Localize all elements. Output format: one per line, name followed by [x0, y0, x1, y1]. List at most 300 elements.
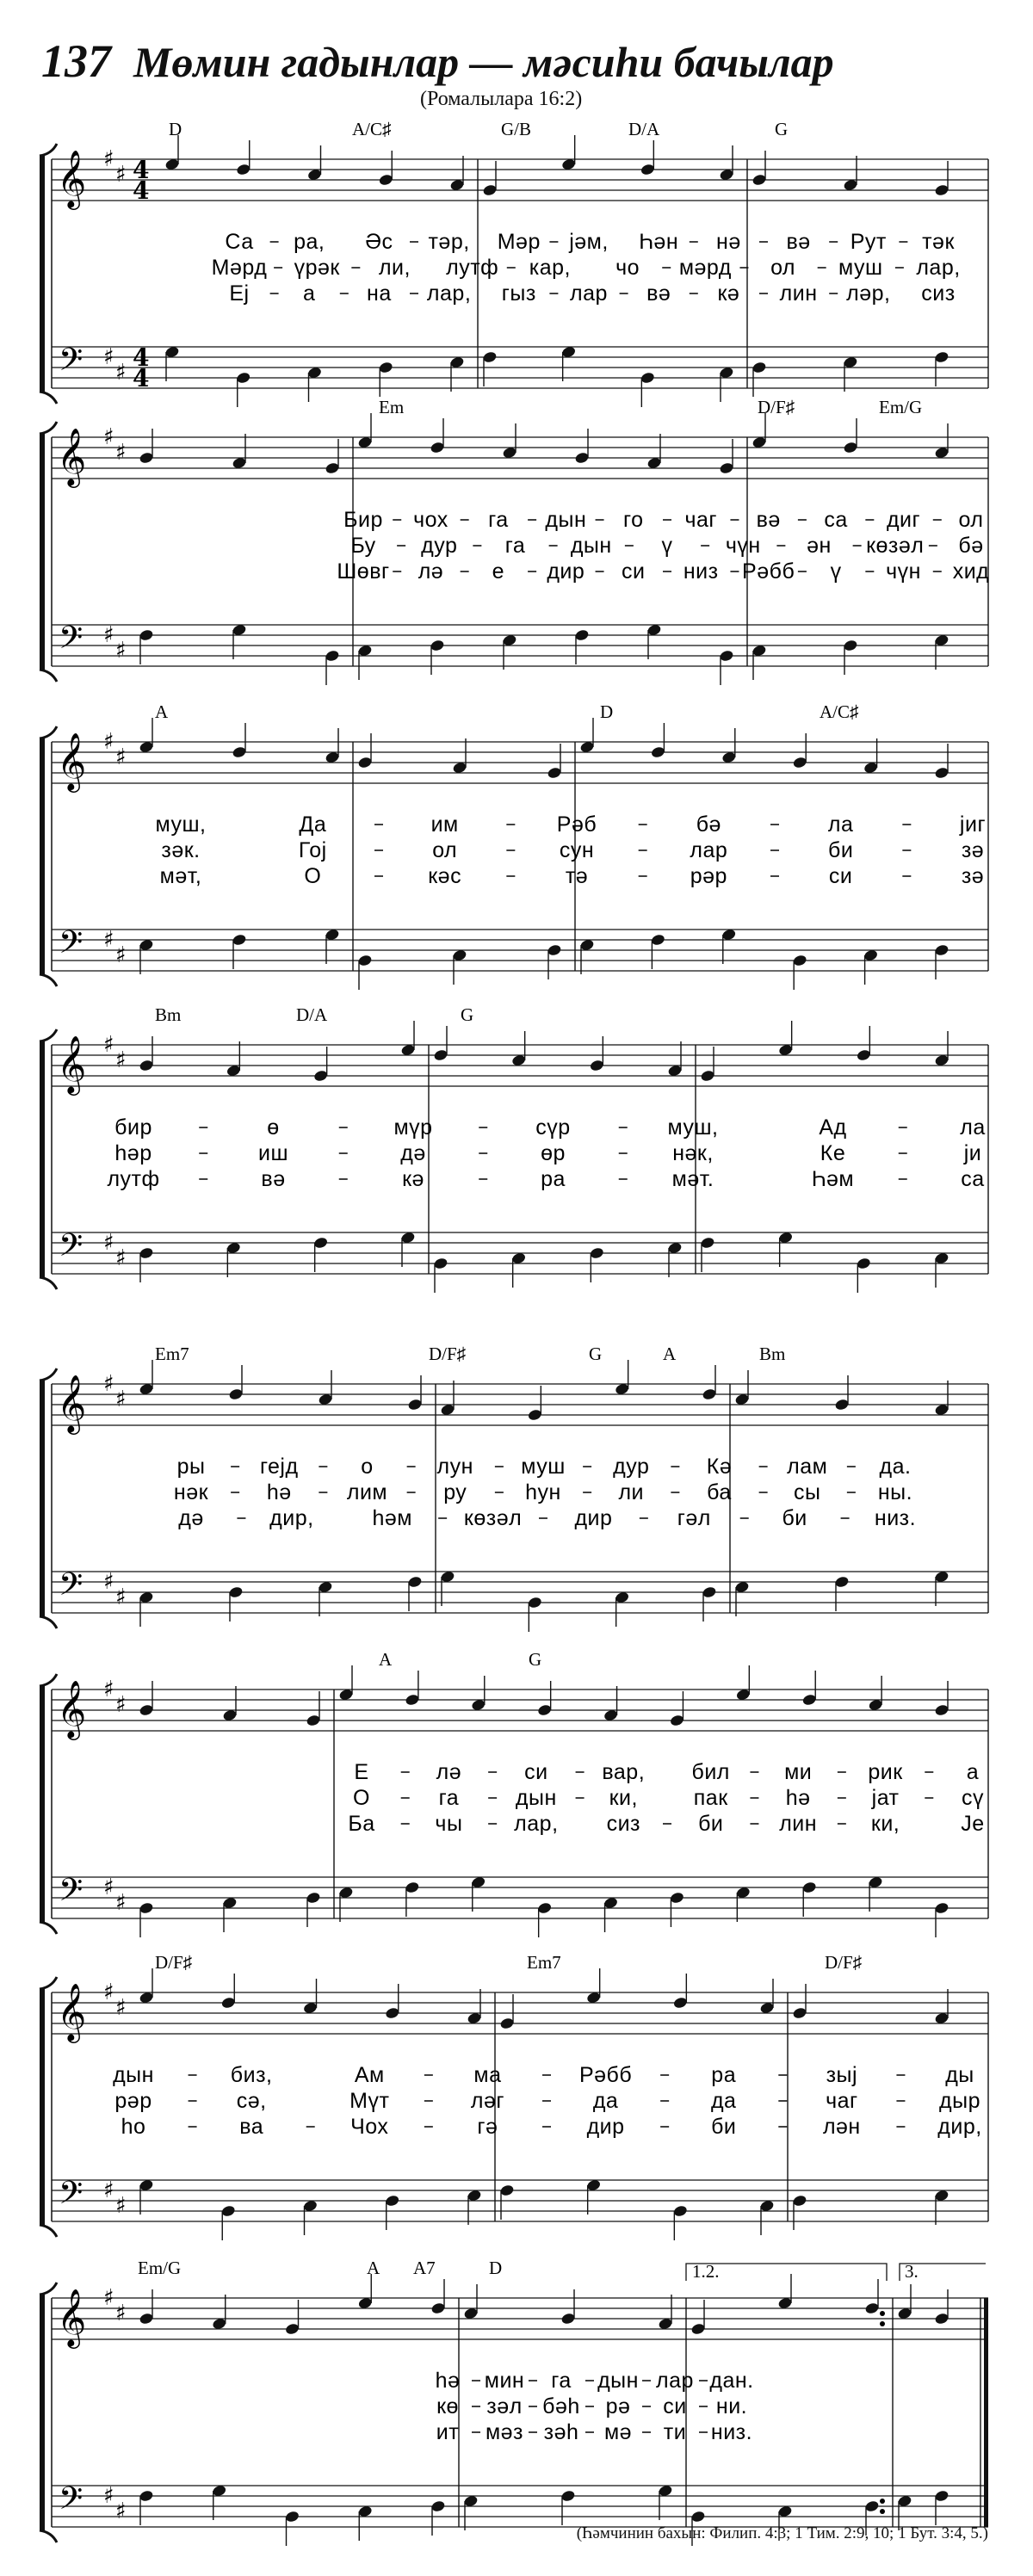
lyric-syllable: сү: [962, 1786, 984, 1810]
lyric-syllable: чы: [435, 1812, 463, 1836]
bass-key-sharp: ♯: [115, 942, 127, 968]
lyric-syllable: Рут: [850, 230, 887, 254]
lyric-syllable: зә: [961, 864, 985, 888]
lyric-line-verse-2: [161, 838, 984, 862]
lyric-syllable: Је: [961, 1812, 985, 1836]
lyric-syllable: им: [430, 812, 459, 837]
chord-symbol: A/C♯: [352, 119, 392, 139]
lyric-syllable: вә: [756, 508, 781, 532]
bass-note: [690, 2510, 706, 2523]
lyric-line-verse-1: [343, 508, 983, 532]
bass-clef: 𝄢: [59, 2480, 84, 2524]
lyric-line-verse-1: [225, 230, 955, 254]
system-bracket: [40, 434, 45, 670]
lyric-syllable: сүр: [535, 1115, 571, 1140]
treble-clef: 𝄞: [57, 149, 87, 207]
treble-note: [864, 2301, 880, 2314]
chord-symbol: D/A: [628, 119, 660, 139]
lyric-syllable: Мәрд: [211, 256, 268, 280]
bass-key-sharp: ♯: [103, 1875, 114, 1900]
lyric-line-verse-3: [178, 1506, 916, 1530]
lyric-syllable: кәс: [428, 864, 462, 888]
treble-note: [719, 461, 734, 474]
lyric-syllable: дур: [421, 534, 458, 558]
bracket-curl: [40, 2530, 57, 2542]
lyric-line-verse-3: [436, 2420, 752, 2444]
bracket-curl: [40, 974, 57, 986]
lyric-syllable: дын: [515, 1786, 557, 1810]
lyric-syllable: ли,: [378, 256, 411, 280]
lyric-syllable: лән: [822, 2115, 861, 2139]
lyric-syllable: көзәл: [866, 534, 925, 558]
lyric-syllable: муш,: [155, 812, 207, 837]
bass-key-sharp: ♯: [115, 2499, 127, 2524]
bracket-curl: [40, 1277, 57, 1289]
lyric-syllable: ән: [807, 534, 832, 558]
lyric-syllable: ү: [661, 534, 673, 558]
lyric-syllable: гә: [477, 2115, 498, 2139]
treble-note: [650, 745, 665, 758]
lyric-syllable: нә: [716, 230, 741, 254]
treble-note: [672, 1996, 688, 2009]
lyric-syllable: вә: [261, 1167, 286, 1191]
bass-key-sharp: ♯: [115, 1585, 127, 1610]
chord-symbol: A/C♯: [820, 701, 859, 722]
volta-brackets: [686, 2261, 986, 2282]
lyric-syllable: һә: [435, 2369, 461, 2393]
lyric-line-verse-1: [177, 1455, 912, 1479]
treble-key-sharp: ♯: [115, 744, 127, 770]
lyric-syllable: мәт,: [159, 864, 202, 888]
treble-key-sharp: ♯: [115, 162, 127, 188]
lyric-syllable: О: [304, 864, 322, 888]
treble-note: [499, 2017, 515, 2029]
bass-key-sharp: ♯: [115, 1245, 127, 1271]
time-signature-digit: 4: [133, 364, 150, 392]
lyric-syllable: муш: [838, 256, 883, 280]
system-4: [40, 1004, 988, 1293]
chord-symbol: Em/G: [138, 2258, 182, 2278]
chord-symbol: D/F♯: [155, 1952, 193, 1973]
system-7: [40, 1952, 988, 2240]
bass-note: [934, 2489, 949, 2502]
treble-note: [228, 1387, 244, 1400]
system-bracket: [40, 2295, 45, 2530]
bass-note: [405, 1881, 420, 1893]
lyric-syllable: са: [961, 1167, 985, 1191]
treble-note: [433, 1048, 448, 1061]
treble-key-sharp: ♯: [103, 146, 114, 172]
lyric-syllable: бир: [114, 1115, 152, 1140]
treble-key-sharp: ♯: [103, 1677, 114, 1702]
bass-note: [934, 943, 949, 956]
treble-clef: 𝄞: [57, 1982, 87, 2041]
bass-key-sharp: ♯: [115, 638, 127, 664]
lyric-line-verse-3: [121, 2115, 982, 2139]
lyric-syllable: дын: [545, 508, 587, 532]
lyric-syllable: лим: [346, 1480, 388, 1504]
system-8: [40, 2258, 988, 2546]
treble-key-sharp: ♯: [103, 1980, 114, 2005]
lyric-syllable: сә,: [236, 2089, 267, 2113]
treble-note: [934, 1703, 949, 1716]
bass-note: [801, 1881, 817, 1893]
treble-note: [139, 451, 154, 464]
lyric-syllable: чүн: [725, 534, 761, 558]
treble-note: [792, 756, 807, 769]
treble-key-sharp: ♯: [103, 2285, 114, 2311]
treble-key-sharp: ♯: [103, 729, 114, 755]
treble-note: [934, 183, 949, 196]
lyric-syllable: ләг: [470, 2089, 504, 2113]
treble-key-sharp: ♯: [115, 1387, 127, 1412]
lyric-syllable: дир: [547, 559, 585, 584]
bass-key-sharp: ♯: [103, 2178, 114, 2203]
lyric-syllable: дә: [400, 1141, 426, 1165]
system-1: [40, 119, 988, 407]
volta-3-label: 3.: [905, 2261, 919, 2282]
final-barline-thick: [984, 2298, 988, 2527]
lyric-syllable: јәм,: [569, 230, 609, 254]
chord-symbol: D: [489, 2258, 503, 2278]
lyric-syllable: Са: [225, 230, 254, 254]
treble-note: [792, 2006, 807, 2019]
chord-symbol: Em/G: [879, 397, 923, 417]
lyric-syllable: лар,: [514, 1812, 559, 1836]
lyric-syllable: үрәк: [294, 256, 340, 280]
lyric-syllable: О: [353, 1786, 370, 1810]
lyric-syllable: ны.: [877, 1480, 913, 1504]
treble-key-sharp: ♯: [103, 1032, 114, 1058]
lyric-syllable: ни.: [715, 2394, 748, 2418]
lyric-syllable: да.: [879, 1455, 912, 1479]
lyric-syllable: си: [828, 864, 853, 888]
lyric-syllable: низ.: [710, 2420, 753, 2444]
lyric-syllable: мәрд: [678, 256, 732, 280]
treble-key-sharp: ♯: [115, 2301, 127, 2326]
lyric-syllable: ти: [663, 2420, 687, 2444]
bass-key-sharp: ♯: [103, 1230, 114, 1256]
lyric-syllable: ма: [473, 2063, 502, 2087]
treble-note: [834, 1398, 850, 1411]
system-3: [40, 701, 988, 990]
bass-key-sharp: ♯: [103, 927, 114, 953]
treble-clef: 𝄞: [57, 1035, 87, 1093]
bass-key-sharp: ♯: [115, 2193, 127, 2219]
bass-note: [499, 2184, 515, 2196]
treble-note: [378, 173, 393, 186]
lyric-syllable: диг: [886, 508, 921, 532]
treble-note: [690, 2322, 706, 2335]
bracket-curl: [40, 2283, 57, 2295]
lyric-syllable: ды: [945, 2063, 974, 2087]
treble-note: [430, 441, 445, 454]
lyric-line-verse-3: [107, 1167, 984, 1191]
bass-note: [864, 2499, 880, 2512]
bracket-curl: [40, 1029, 57, 1041]
lyric-syllable: кө: [436, 2394, 459, 2418]
lyric-syllable: би: [698, 1812, 724, 1836]
lyric-syllable: тә: [565, 864, 589, 888]
bass-key-sharp: ♯: [115, 360, 127, 386]
treble-note: [560, 2312, 576, 2325]
lyric-syllable: га: [488, 508, 509, 532]
bass-note: [589, 1246, 604, 1259]
lyric-line-verse-2: [174, 1480, 912, 1504]
treble-note: [537, 1703, 553, 1716]
lyric-syllable: ла: [827, 812, 854, 837]
chord-symbol: G: [589, 1344, 603, 1364]
lyric-syllable: вә: [646, 281, 671, 306]
lyric-syllable: мә: [603, 2420, 633, 2444]
lyric-syllable: лә: [436, 1760, 462, 1784]
lyric-syllable: са: [824, 508, 848, 532]
treble-note: [702, 1387, 717, 1400]
lyric-syllable: сиз: [606, 1812, 641, 1836]
treble-note: [313, 1069, 329, 1082]
lyric-syllable: Рәбб: [578, 2063, 633, 2087]
lyric-syllable: зәк.: [161, 838, 201, 862]
treble-note: [843, 441, 858, 454]
bass-note: [719, 649, 734, 662]
bass-clef: 𝄢: [59, 2175, 84, 2219]
lyric-syllable: дә: [178, 1506, 204, 1530]
lyric-syllable: би: [828, 838, 854, 862]
lyric-syllable: дан.: [709, 2369, 754, 2393]
bass-note: [313, 1236, 329, 1249]
lyric-syllable: рик: [868, 1760, 903, 1784]
lyric-syllable: чох: [413, 508, 448, 532]
lyric-syllable: низ: [683, 559, 719, 584]
treble-clef: 𝄞: [57, 1679, 87, 1738]
lyric-syllable: го: [623, 508, 644, 532]
lyric-syllable: лар: [570, 281, 608, 306]
bracket-curl: [40, 422, 57, 434]
lyric-syllable: һо: [121, 2115, 146, 2139]
lyric-syllable: о: [361, 1455, 374, 1479]
lyric-syllable: лутф: [107, 1167, 160, 1191]
hymn-number: 137: [41, 35, 111, 87]
bass-note: [856, 1257, 871, 1269]
treble-note: [430, 2301, 446, 2314]
lyric-syllable: чо: [615, 256, 640, 280]
treble-note: [574, 451, 590, 464]
time-signature-digit: 4: [133, 343, 150, 372]
lyric-syllable: лин: [779, 281, 818, 306]
lyric-syllable: ү: [830, 559, 842, 584]
lyric-syllable: ра,: [294, 230, 325, 254]
lyric-syllable: Гој: [298, 838, 327, 862]
bass-note: [139, 628, 154, 641]
lyric-syllable: Ке: [820, 1141, 846, 1165]
lyric-syllable: лутф: [446, 256, 499, 280]
chord-symbol: Bm: [155, 1004, 182, 1025]
lyric-syllable: бәһ: [542, 2394, 580, 2418]
lyric-syllable: ки,: [870, 1812, 900, 1836]
lyric-line-verse-2: [114, 1141, 981, 1165]
bass-note: [934, 350, 949, 363]
lyric-syllable: ба: [707, 1480, 732, 1504]
lyric-syllable: бил: [691, 1760, 730, 1784]
lyric-syllable: Бир: [343, 508, 383, 532]
volta-1-2-label: 1.2.: [692, 2261, 720, 2282]
lyric-syllable: һә: [785, 1786, 811, 1810]
lyric-syllable: Рәбб: [742, 559, 795, 584]
lyric-syllable: кә: [402, 1167, 424, 1191]
chord-symbol: G: [775, 119, 789, 139]
bass-note: [285, 2510, 300, 2523]
chord-symbol: G/B: [501, 119, 532, 139]
lyric-syllable: ит: [436, 2420, 460, 2444]
bass-note: [702, 1585, 717, 1598]
lyric-syllable: чүн: [886, 559, 921, 584]
treble-note: [407, 1398, 423, 1411]
bass-note: [139, 1901, 154, 1914]
bass-clef: 𝄢: [59, 342, 84, 386]
bass-note: [792, 954, 807, 967]
lyric-syllable: би: [711, 2115, 737, 2139]
treble-note: [405, 1693, 420, 1706]
lyric-syllable: лун: [436, 1455, 473, 1479]
lyric-syllable: а: [966, 1760, 980, 1784]
treble-note: [357, 756, 373, 769]
lyric-syllable: бә: [696, 812, 721, 837]
chord-symbol: D/F♯: [429, 1344, 467, 1364]
system-bracket: [40, 1989, 45, 2225]
treble-clef: 𝄞: [57, 427, 87, 485]
lyric-syllable: һәр: [114, 1141, 152, 1165]
lyric-syllable: лар: [690, 838, 728, 862]
lyric-syllable: дир,: [269, 1506, 314, 1530]
treble-clef: 𝄞: [57, 1374, 87, 1432]
lyric-syllable: да: [710, 2089, 737, 2113]
lyric-syllable: ол: [432, 838, 458, 862]
lyric-syllable: Һән: [639, 230, 679, 254]
lyric-syllable: рәр: [114, 2089, 152, 2113]
lyric-syllable: на: [367, 281, 392, 306]
chord-symbol: A: [367, 2258, 380, 2278]
lyric-syllable: Рәб: [556, 812, 597, 837]
lyric-syllable: низ.: [874, 1506, 917, 1530]
bass-clef: 𝄢: [59, 1872, 84, 1916]
chord-symbol: Em7: [155, 1344, 189, 1364]
lyric-syllable: ра: [711, 2063, 737, 2087]
lyric-syllable: рә: [605, 2394, 631, 2418]
lyric-syllable: һун: [525, 1480, 561, 1504]
lyric-syllable: ра: [541, 1167, 566, 1191]
bass-note: [385, 2194, 400, 2207]
repeat-dot: [880, 2509, 885, 2514]
lyric-syllable: пак: [693, 1786, 728, 1810]
lyric-syllable: Чох: [350, 2115, 389, 2139]
chord-symbol: D: [600, 701, 614, 722]
lyric-syllable: мәз: [485, 2420, 524, 2444]
treble-note: [670, 1714, 685, 1727]
bass-note: [547, 943, 562, 956]
bass-note: [232, 933, 247, 946]
bass-key-sharp: ♯: [103, 2483, 114, 2509]
lyric-syllable: мүр: [393, 1115, 433, 1140]
lyric-syllable: ол: [958, 508, 984, 532]
bass-note: [700, 1236, 715, 1249]
bracket-curl: [40, 144, 57, 156]
lyric-syllable: би: [782, 1506, 807, 1530]
lyric-line-verse-1: [354, 1760, 979, 1784]
bracket-curl: [40, 1922, 57, 1934]
lyric-syllable: чаг: [826, 2089, 858, 2113]
lyric-syllable: дир,: [937, 2115, 982, 2139]
lyric-syllable: дын: [597, 2369, 639, 2393]
treble-note: [236, 163, 251, 176]
bass-note: [537, 1901, 553, 1914]
bass-note: [433, 1257, 448, 1269]
treble-note: [285, 2322, 300, 2335]
bass-note: [378, 361, 393, 374]
footer-reference: (Һәмчинин бахын: Филип. 4:3; 1 Тим. 2:9, 10; 1 Бут. 3:4, 5.): [576, 2524, 988, 2542]
lyric-syllable: га: [551, 2369, 572, 2393]
lyric-syllable: ки,: [609, 1786, 638, 1810]
lyric-syllable: Бу: [350, 534, 376, 558]
lyric-syllable: бә: [958, 534, 984, 558]
chord-symbol: Em: [379, 397, 405, 417]
lyric-syllable: ләр,: [846, 281, 891, 306]
lyric-syllable: мәт.: [671, 1167, 714, 1191]
lyric-syllable: Еј: [229, 281, 250, 306]
lyric-syllable: дыр: [939, 2089, 980, 2113]
bass-note: [650, 933, 665, 946]
bass-note: [527, 1596, 542, 1609]
lyric-line-verse-2: [114, 2089, 980, 2113]
bass-note: [325, 649, 340, 662]
lyric-syllable: зыј: [826, 2063, 858, 2087]
lyric-syllable: Әс: [365, 230, 393, 254]
system-5: [40, 1344, 988, 1632]
lyric-syllable: си: [524, 1760, 548, 1784]
lyric-line-verse-2: [212, 256, 961, 280]
lyric-syllable: дир: [574, 1506, 613, 1530]
lyric-syllable: ру: [443, 1480, 467, 1504]
treble-key-sharp: ♯: [103, 1371, 114, 1397]
bass-note: [430, 2499, 446, 2512]
lyric-line-verse-1: [436, 2369, 754, 2393]
system-6: [40, 1649, 988, 1937]
repeat-dot: [880, 2311, 885, 2316]
bass-note: [560, 2489, 576, 2502]
treble-note: [325, 461, 340, 474]
system-bracket: [40, 156, 45, 392]
system-2: [40, 397, 989, 685]
lyric-line-verse-2: [350, 534, 983, 558]
lyric-syllable: си: [622, 559, 646, 584]
scripture-reference: (Ромалылара 16:2): [420, 88, 583, 110]
system-bracket: [40, 738, 45, 974]
bass-note: [640, 371, 655, 384]
lyric-syllable: дир: [586, 2115, 625, 2139]
lyric-syllable: ва: [239, 2115, 264, 2139]
lyric-syllable: ми: [784, 1760, 813, 1784]
bass-key-sharp: ♯: [103, 344, 114, 370]
bracket-curl: [40, 726, 57, 738]
bass-note: [236, 371, 251, 384]
bass-note: [220, 2204, 236, 2217]
chord-symbol: D: [169, 119, 182, 139]
repeat-dot: [880, 2499, 885, 2504]
lyric-syllable: ла: [960, 1115, 986, 1140]
lyric-syllable: Да: [299, 812, 327, 837]
lyric-syllable: ји: [963, 1141, 982, 1165]
lyric-syllable: һә: [266, 1480, 292, 1504]
treble-note: [139, 2312, 154, 2325]
